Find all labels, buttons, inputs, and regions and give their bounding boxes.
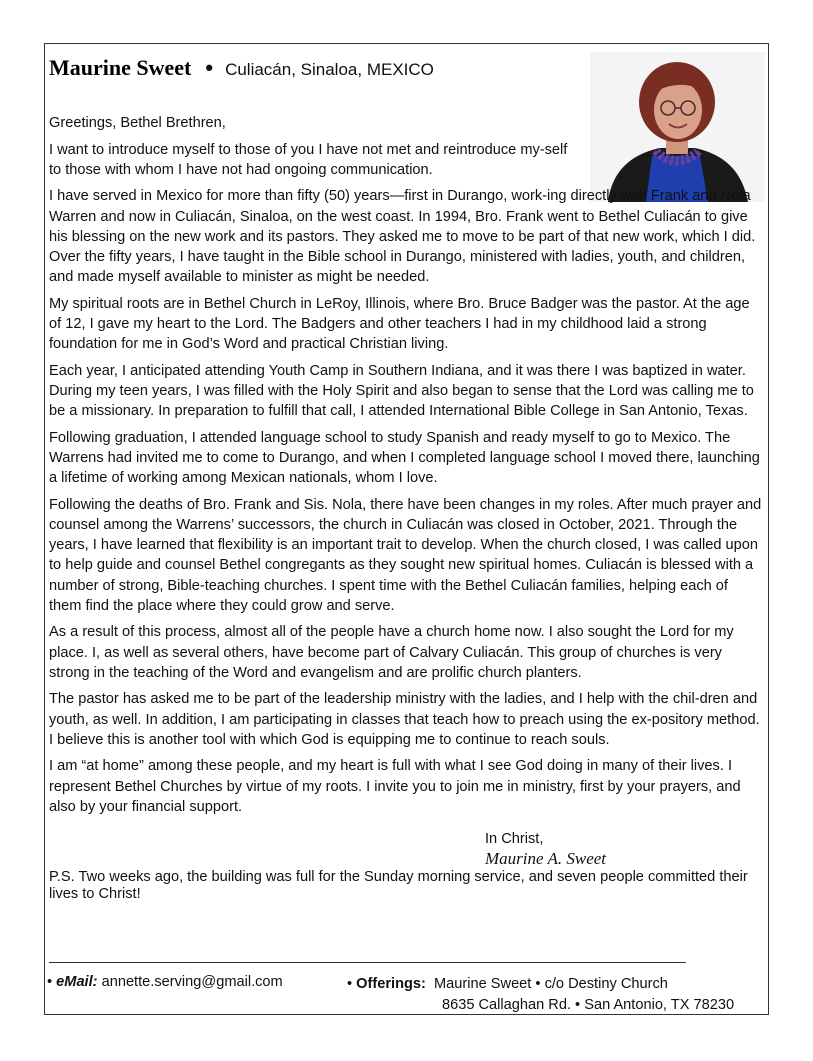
letter-body [49,113,762,910]
contact-offerings [347,974,734,1016]
offerings-label: Offerings: [356,976,426,992]
paragraph-church-home: As a result of this process, almost all of the people have a church home now. I also sought the Lord for my place. I, as well as several others, have become part of Calvary Culiacán. This group of churches is very strong in the teaching of the Word and evangelism and are prolific church planters. [49,624,734,681]
paragraph-invitation: I am “at home” among these people, and my heart is full with what I see God doing in many of their lives. I represent Bethel Churches by virtue of my roots. I invite you to join me in ministry, first by your prayers, and also by your financial support. [49,758,741,815]
paragraph-service: I have served in Mexico for more than fifty (50) years—first in Durango, work-ing directly with Frank and Nola Warren and now in Culiacán, Sinaloa, on the west coast. In 1994, Bro. Frank went to Bethel Culiacán to give his blessing on the new work and its pastors. They asked me to move to be part of that new work, which I did. Over the fifty years, I have taught in the Bible school in Durango, ministered with ladies, youth, and children, and made myself available to minister as might be needed. [49,188,756,286]
email-label: eMail: [56,974,98,990]
offerings-bullet: • [347,976,353,992]
signature: Maurine A. Sweet [485,849,607,869]
closing-text: In Christ, [485,831,544,848]
paragraph-leadership: The pastor has asked me to be part of the leadership ministry with the ladies, and I help with the chil-dren and youth, as well. In addition, I am participating in classes that teach how to preach using the ex-pository method. I believe this is another tool with which God is equipping me to continue to reach souls. [49,691,760,748]
offerings-recipient: Maurine Sweet • c/o Destiny Church [434,976,668,992]
footer-divider [49,962,686,963]
paragraph-language-school: Following graduation, I attended language school to study Spanish and ready myself to go to Mexico. The Warrens had invited me to come to Durango, and when I completed language school I moved there, launching a lifetime of working among Mexican nationals, whom I love. [49,429,760,487]
greeting: Greetings, Bethel Brethren, [49,115,226,131]
author-location: Culiacán, Sinaloa, MEXICO [225,60,434,79]
signoff [485,829,762,869]
paragraph-changes: Following the deaths of Bro. Frank and Sis. Nola, there have been changes in my roles. After much prayer and counsel among the Warrens’ successors, the church in Culiacán was closed in October, 2021. Through the years, I have learned that flexibility is an important trait to develop. When the church closed, I was called upon to help guide and counsel Bethel congregants as they sought new spiritual homes. Culiacán is blessed with a number of strong, Bible-teaching churches. I spent time with the Bethel Culiacán families, helping each of them find the place where they could grow and serve. [49,496,762,614]
email-address[interactable]: annette.serving@gmail.com [101,974,283,990]
author-name: Maurine Sweet [49,55,192,80]
offerings-address: 8635 Callaghan Rd. • San Antonio, TX 78230 [442,997,735,1013]
postscript: P.S. Two weeks ago, the building was full for the Sunday morning service, and seven people committed their lives to Christ! [49,869,748,903]
paragraph-roots: My spiritual roots are in Bethel Church in LeRoy, Illinois, where Bro. Bruce Badger was the pastor. At the age of 12, I gave my heart to the Lord. The Badgers and other teachers I had in my childhood laid a strong foundation for me in God’s Word and practical Christian living. [49,295,750,353]
letter-header [49,55,434,81]
paragraph-calling: Each year, I anticipated attending Youth Camp in Southern Indiana, and it was there I was baptized in water. During my teen years, I was filled with the Holy Spirit and also began to sense that the Lord was calling me to be a missionary. In preparation to fulfill that call, I attended International Bible College in San Antonio, Texas. [49,362,754,420]
email-bullet: • [47,974,53,990]
paragraph-intro: I want to introduce myself to those of you I have not met and reintroduce my-self to those with whom I have not had ongoing communication. [49,141,568,178]
header-bullet: • [205,55,214,80]
contact-email [47,974,283,990]
